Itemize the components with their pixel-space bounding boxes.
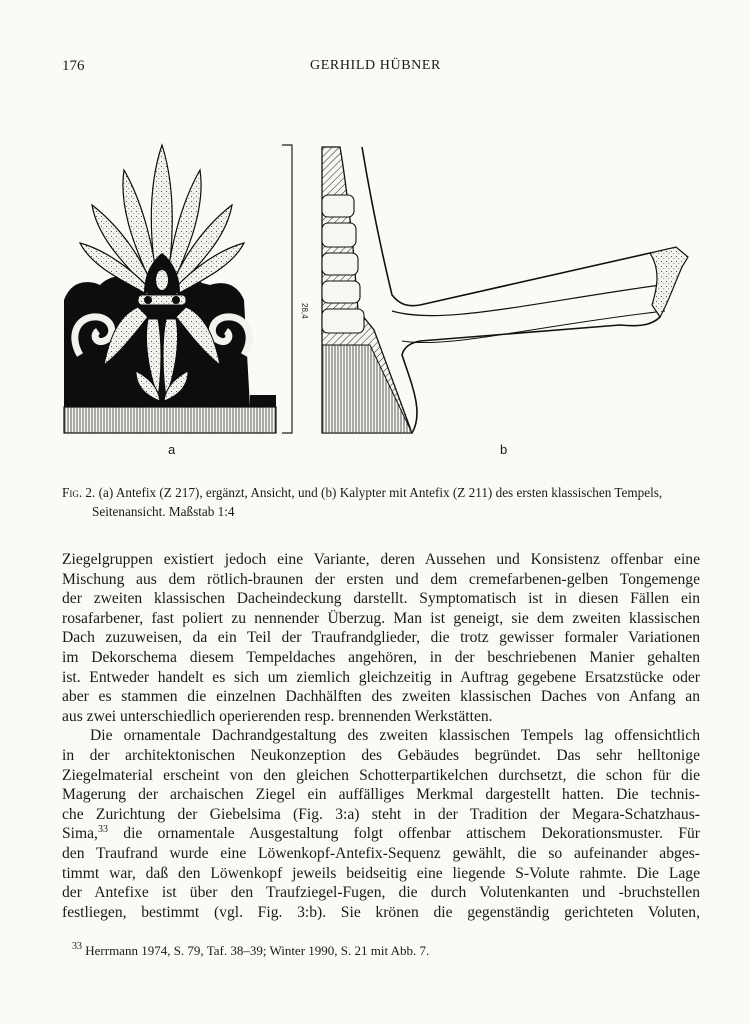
- figure: [40, 135, 720, 465]
- body-line: Ziegelmaterial erscheint von den gleichen Schotterpartikelchen durchsetzt, die schon für die: [62, 766, 700, 784]
- profile-segments: [322, 195, 364, 333]
- figure-label-b: b: [500, 442, 508, 457]
- body-line: in der architektonischen Neukonzeption des Gebäudes begründet. Das sehr helltonige: [62, 746, 700, 764]
- body-line: den Traufrand wurde eine Löwenkopf-Antefix-Sequenz gewählt, die so aufeinander abges-: [62, 844, 700, 862]
- body-line-rest: die ornamentale Ausgestaltung folgt offenbar attischem Dekorationsmuster. Für: [107, 825, 700, 843]
- caption-line-2: Seitenansicht. Maßstab 1:4: [92, 504, 235, 519]
- body-line: Die ornamentale Dachrandgestaltung des zweiten klassischen Tempels lag offensichtlich: [90, 727, 700, 745]
- figure-label-a: a: [168, 442, 176, 457]
- body-text: [62, 550, 700, 922]
- antefix-base: [64, 407, 276, 433]
- footnote-reference[interactable]: 33: [97, 824, 108, 836]
- footnote-number: 33: [72, 941, 82, 952]
- body-line: aber es stammen die einzelnen Dachhälften des zweiten klassischen Daches von Anfang an: [62, 688, 700, 706]
- body-line: festliegen, bestimmt (vgl. Fig. 3:b). Sie krönen die gegenständig gerichteten Voluten,: [62, 903, 700, 921]
- body-line-start: Sima,: [62, 825, 98, 843]
- body-line: timmt war, daß den Löwenkopf jeweils beidseitig eine liegende S-Volute rahmte. Die Lage: [62, 864, 700, 882]
- body-line: der zweiten klassischen Dacheindeckung darstellt. Symptomatisch ist in diesen Fällen ein: [62, 590, 700, 608]
- body-line: aus zwei unterschiedlich operierenden resp. brennenden Werkstätten.: [62, 707, 493, 725]
- page-number: 176: [62, 58, 85, 74]
- running-head: [0, 58, 751, 78]
- body-line: im Dekorschema diesem Tempeldaches angehören, in der beschriebenen Manier gehalten: [62, 648, 700, 666]
- body-line: Dach zuzuweisen, da ein Teil der Traufrandglieder, die trotz gewisser formaler Variationen: [62, 629, 700, 647]
- body-line: che Zurichtung der Giebelsima (Fig. 3:a) steht in der Tradition der Megara-Schatzhaus-: [62, 805, 700, 823]
- body-line: Mischung aus dem rötlich-braunen der ersten und dem cremefarbenen-gelben Tongemenge: [62, 570, 700, 588]
- running-title: GERHILD HÜBNER: [310, 58, 441, 73]
- figure-caption: [62, 483, 702, 521]
- body-line: Magerung der archaischen Ziegel ein auffälliges Merkmal dargestellt hatten. Die technis-: [62, 786, 700, 804]
- body-line: der Antefixe ist über den Traufziegel-Fugen, die durch Volutenkanten und -bruchstellen: [62, 884, 700, 902]
- caption-line-1: (a) Antefix (Z 217), ergänzt, Ansicht, und (b) Kalypter mit Antefix (Z 211) des ersten klassischen Tempels,: [95, 485, 663, 500]
- kalypter-tile: [362, 147, 678, 433]
- caption-figure-number: Fig. 2.: [62, 485, 96, 500]
- body-line: ist. Entweder handelt es sich um ziemlich gleichzeitig in Auftrag gegebene Ersatzstücke oder: [62, 668, 700, 686]
- scale-bracket: [282, 145, 292, 433]
- footnote: [72, 942, 692, 960]
- body-line-with-footnote: [62, 824, 700, 844]
- body-line: Ziegelgruppen existiert jedoch eine Variante, deren Aussehen und Konsistenz offenbar eine: [62, 551, 700, 568]
- body-line: rosafarbener, fast poliert zu nennender Überzug. Man ist geneigt, sie dem zweiten klassischen: [62, 609, 700, 627]
- figure-drawing: [40, 135, 720, 445]
- footnote-text: Herrmann 1974, S. 79, Taf. 38–39; Winter 1990, S. 21 mit Abb. 7.: [82, 943, 430, 958]
- kalypter-side-view: [322, 147, 688, 433]
- scale-mark: 28,4: [300, 303, 309, 319]
- antefix-front-view: [64, 145, 276, 433]
